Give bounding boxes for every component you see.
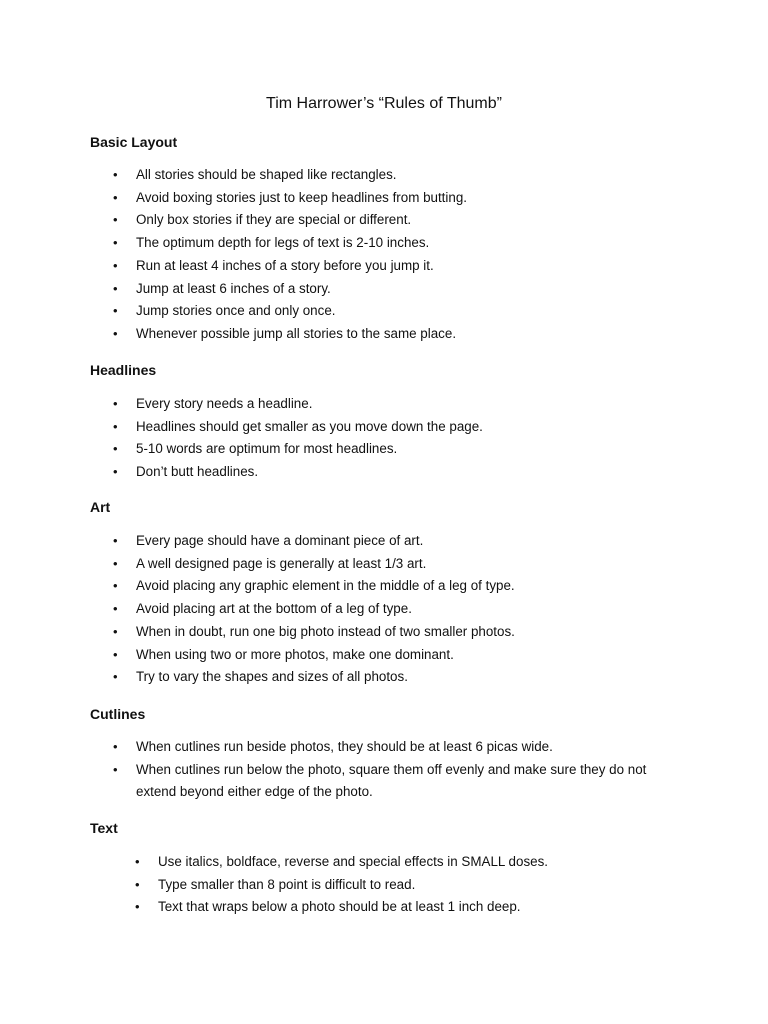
list-item-text: Use italics, boldface, reverse and special effects in SMALL doses.	[158, 854, 549, 869]
list-item-text: All stories should be shaped like rectangles.	[136, 167, 397, 182]
list-item	[0, 164, 467, 187]
bullet-icon: •	[113, 189, 118, 205]
list-item-text: 5-10 words are optimum for most headlines.	[136, 441, 398, 457]
bullet-icon: •	[113, 418, 118, 434]
bullet-list-text	[0, 851, 548, 919]
bullet-icon: •	[113, 235, 118, 251]
list-item	[0, 438, 483, 461]
list-item	[0, 851, 548, 874]
bullet-list-art	[0, 530, 515, 689]
list-item-text: The optimum depth for legs of text is 2-10 inches.	[136, 235, 430, 251]
list-item-text: Headlines should get smaller as you move down the page.	[136, 418, 483, 434]
bullet-icon: •	[113, 303, 118, 319]
list-item	[0, 209, 467, 232]
list-item	[0, 621, 515, 644]
list-item-text: Avoid boxing stories just to keep headlines from butting.	[136, 189, 467, 205]
bullet-icon: •	[113, 441, 118, 457]
list-item-text: Jump at least 6 inches of a story.	[136, 280, 331, 296]
list-item	[0, 187, 467, 210]
bullet-icon: •	[113, 646, 118, 662]
section-heading-art: Art	[90, 499, 111, 515]
bullet-icon: •	[113, 739, 118, 754]
list-item-text: When cutlines run below the photo, square them off evenly and make sure they do not extend beyond either edge of the photo.	[136, 761, 647, 800]
list-item-text: Avoid placing any graphic element in the middle of a leg of type.	[136, 578, 515, 594]
section-heading-text: Text	[90, 820, 118, 836]
list-item	[0, 232, 467, 255]
bullet-icon: •	[113, 464, 118, 480]
bullet-icon: •	[135, 876, 140, 892]
list-item-text: A well designed page is generally at least 1/3 art.	[136, 555, 427, 571]
list-item	[0, 278, 467, 301]
list-item	[0, 759, 676, 804]
bullet-icon: •	[113, 578, 118, 594]
page-title: Tim Harrower’s “Rules of Thumb”	[266, 95, 502, 112]
bullet-icon: •	[113, 167, 118, 182]
list-item-text: Jump stories once and only once.	[136, 303, 336, 319]
bullet-icon: •	[113, 761, 118, 777]
list-item	[0, 416, 483, 439]
list-item-text: Text that wraps below a photo should be at least 1 inch deep.	[158, 899, 521, 915]
list-item	[0, 874, 548, 897]
bullet-icon: •	[113, 257, 118, 273]
list-item	[0, 736, 676, 759]
bullet-icon: •	[113, 212, 118, 228]
bullet-icon: •	[113, 669, 118, 685]
list-item-text: Every page should have a dominant piece of art.	[136, 533, 424, 548]
bullet-icon: •	[113, 601, 118, 617]
section-heading-headlines: Headlines	[90, 362, 157, 378]
list-item-text: Avoid placing art at the bottom of a leg of type.	[136, 601, 412, 617]
bullet-list-cutlines	[0, 736, 676, 804]
list-item	[0, 575, 515, 598]
list-item	[0, 393, 483, 416]
bullet-icon: •	[113, 325, 118, 341]
list-item-text: Don’t butt headlines.	[136, 464, 259, 480]
bullet-icon: •	[113, 555, 118, 571]
list-item	[0, 598, 515, 621]
list-item	[0, 300, 467, 323]
list-item-text: Only box stories if they are special or different.	[136, 212, 412, 228]
bullet-icon: •	[113, 533, 118, 548]
list-item-text: When using two or more photos, make one dominant.	[136, 646, 454, 662]
list-item-text: Every story needs a headline.	[136, 396, 313, 411]
list-item	[0, 461, 483, 484]
list-item-text: When in doubt, run one big photo instead of two smaller photos.	[136, 623, 515, 639]
list-item-text: Type smaller than 8 point is difficult to read.	[158, 876, 416, 892]
section-heading-cutlines: Cutlines	[90, 706, 146, 722]
bullet-list-headlines	[0, 393, 483, 484]
list-item-text: Try to vary the shapes and sizes of all photos.	[136, 669, 408, 685]
list-item	[0, 530, 515, 553]
bullet-icon: •	[113, 396, 118, 411]
list-item	[0, 553, 515, 576]
list-item-text: When cutlines run beside photos, they should be at least 6 picas wide.	[136, 739, 553, 754]
bullet-icon: •	[113, 280, 118, 296]
section-heading-basic-layout: Basic Layout	[90, 134, 178, 150]
list-item-text: Whenever possible jump all stories to the same place.	[136, 325, 457, 341]
list-item	[0, 255, 467, 278]
list-item	[0, 323, 467, 346]
bullet-list-basic-layout	[0, 164, 467, 346]
bullet-icon: •	[113, 623, 118, 639]
list-item-text: Run at least 4 inches of a story before you jump it.	[136, 257, 434, 273]
bullet-icon: •	[135, 854, 140, 869]
bullet-icon: •	[135, 899, 140, 915]
list-item	[0, 644, 515, 667]
list-item	[0, 666, 515, 689]
list-item	[0, 896, 548, 919]
